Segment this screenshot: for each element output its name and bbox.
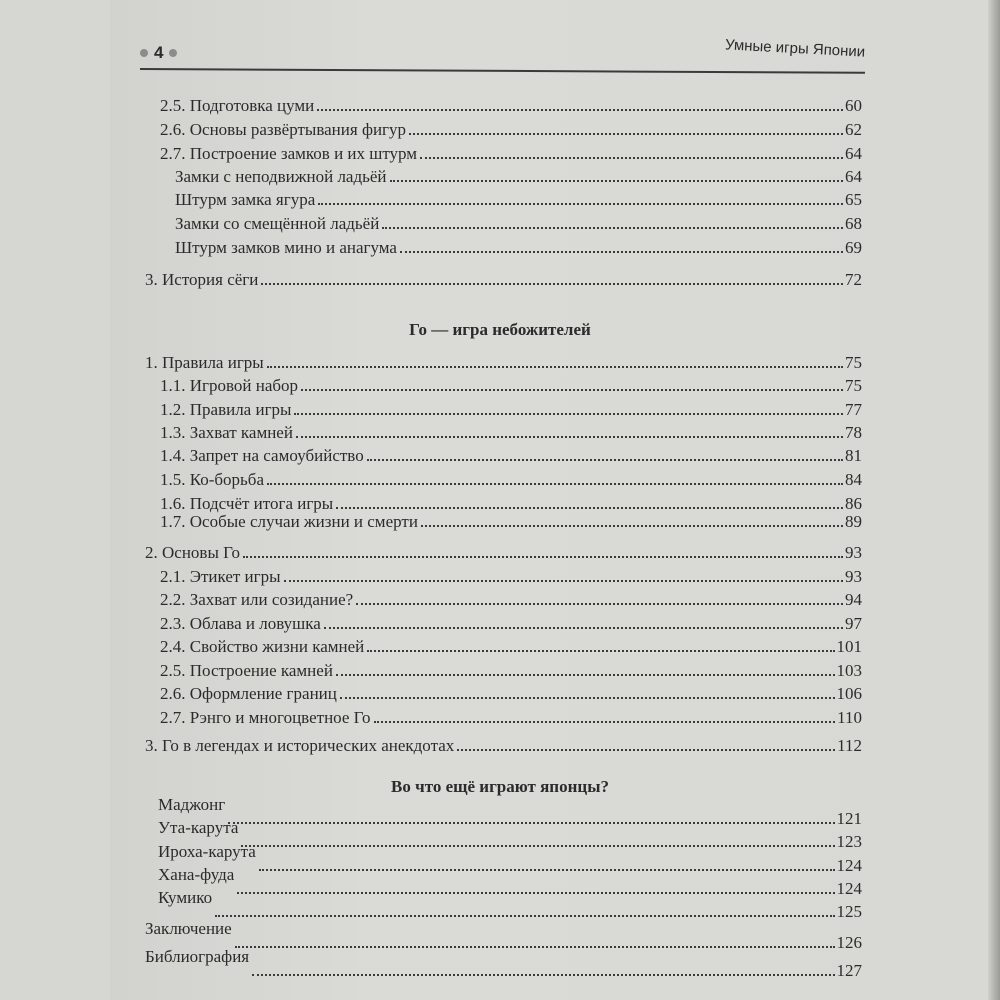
- bullet-icon: [140, 49, 148, 57]
- dot-leader: [374, 721, 836, 723]
- toc-entry: [160, 446, 862, 466]
- toc-entry-title: 2.5. Построение камней: [160, 661, 333, 680]
- toc-entry-title: 2.3. Облава и ловушка: [160, 614, 321, 633]
- toc-entry-page: 101: [836, 637, 862, 656]
- toc-entry: [160, 376, 862, 396]
- dot-leader: [318, 203, 843, 205]
- toc-entry-page: 106: [836, 684, 862, 703]
- toc-entry-page: 72: [845, 270, 862, 289]
- toc-entry-title: 2.6. Оформление границ: [160, 684, 337, 703]
- toc-entry: [145, 947, 862, 980]
- toc-entry-title: 1.2. Правила игры: [160, 400, 292, 419]
- dot-leader: [243, 556, 843, 558]
- dot-leader: [356, 603, 843, 605]
- toc-entry-title: Хана-фуда: [158, 865, 235, 884]
- toc-entry-page: 64: [845, 144, 862, 163]
- toc-entry-page: 103: [836, 661, 862, 680]
- toc-entry: [160, 614, 862, 634]
- dot-leader: [294, 413, 843, 415]
- toc-entry-page: 93: [845, 543, 862, 562]
- toc-entry-page: 93: [845, 567, 862, 586]
- dot-leader: [382, 227, 843, 229]
- toc-entry-title: Библиография: [145, 947, 250, 966]
- dot-leader: [317, 109, 843, 111]
- toc-entry-title: 1.5. Ко-борьба: [160, 470, 265, 489]
- toc-entry-title: Штурм замков мино и анагума: [175, 238, 397, 257]
- dot-leader: [420, 157, 843, 159]
- toc-entry-page: 125: [836, 902, 862, 921]
- toc-entry: [160, 590, 862, 610]
- dot-leader: [409, 133, 843, 135]
- dot-leader: [284, 580, 843, 582]
- toc-entry-title: Ута-карута: [158, 818, 239, 837]
- toc-entry-page: 123: [836, 832, 862, 851]
- toc-entry-title: 3. История сёги: [145, 270, 259, 289]
- toc-entry-title: Кумико: [158, 888, 213, 907]
- toc-entry-page: 64: [845, 167, 862, 186]
- toc-entry-title: Штурм замка ягура: [175, 190, 316, 209]
- dot-leader: [296, 436, 843, 438]
- dot-leader: [336, 507, 843, 509]
- toc-entry: [158, 818, 862, 851]
- toc-entry: [160, 470, 862, 490]
- toc-entry-title: 2.1. Этикет игры: [160, 567, 281, 586]
- toc-entry: [175, 214, 862, 234]
- dot-leader: [400, 251, 843, 253]
- toc-entry: [160, 494, 862, 514]
- dot-leader: [367, 650, 834, 652]
- toc-entry-page: 97: [845, 614, 862, 633]
- toc-entry: [145, 919, 862, 952]
- toc-entry: [175, 238, 862, 258]
- toc-entry-page: 81: [845, 446, 862, 465]
- toc-entry: [175, 190, 862, 210]
- dot-leader: [215, 915, 834, 917]
- toc-entry: [160, 708, 862, 728]
- toc-entry-page: 89: [845, 512, 862, 531]
- toc-entry-page: 77: [845, 400, 862, 419]
- dot-leader: [390, 180, 843, 182]
- toc-entry-title: 1.7. Особые случаи жизни и смерти: [160, 512, 418, 531]
- dot-leader: [324, 627, 843, 629]
- page-number: [140, 43, 177, 63]
- toc-entry-title: 2.7. Построение замков и их штурм: [160, 144, 418, 163]
- toc-entry: [160, 512, 862, 532]
- toc-entry-page: 69: [845, 238, 862, 257]
- toc-entry: [160, 423, 862, 443]
- book-spine-shadow: [988, 0, 1000, 1000]
- toc-entry-page: 127: [836, 961, 862, 980]
- toc-entry-title: 1.6. Подсчёт итога игры: [160, 494, 334, 513]
- toc-entry-title: 2. Основы Го: [145, 543, 240, 562]
- toc-entry-page: 112: [837, 736, 862, 755]
- dot-leader: [457, 749, 835, 751]
- toc-entry: [160, 567, 862, 587]
- page-number-text: 4: [154, 43, 164, 62]
- toc-entry-page: 86: [845, 494, 862, 513]
- toc-entry: [160, 684, 862, 704]
- toc-entry-title: Ироха-карута: [158, 842, 256, 861]
- dot-leader: [252, 974, 834, 976]
- toc-entry-page: 84: [845, 470, 862, 489]
- section-heading-go: Го — игра небожителей: [409, 320, 591, 339]
- toc-entry-page: 65: [845, 190, 862, 209]
- section-heading-other-games: Во что ещё играют японцы?: [391, 777, 609, 796]
- toc-entry-page: 126: [836, 933, 862, 952]
- toc-entry: [145, 353, 862, 373]
- toc-entry: [160, 637, 862, 657]
- toc-entry-title: 1.4. Запрет на самоубийство: [160, 446, 364, 465]
- dot-leader: [261, 283, 843, 285]
- dot-leader: [421, 525, 843, 527]
- dot-leader: [301, 389, 843, 391]
- toc-entry-title: Маджонг: [158, 795, 226, 814]
- toc-entry-page: 124: [836, 856, 862, 875]
- toc-entry: [145, 736, 862, 756]
- toc-entry-title: 2.6. Основы развёртывания фигур: [160, 120, 407, 139]
- toc-entry-page: 94: [845, 590, 862, 609]
- toc-entry: [160, 120, 862, 140]
- toc-entry: [158, 888, 862, 921]
- toc-entry: [145, 270, 862, 290]
- bullet-icon: [169, 49, 177, 57]
- toc-entry-title: 3. Го в легендах и исторических анекдотах: [145, 736, 455, 755]
- toc-entry: [175, 167, 862, 187]
- toc-entry-title: 2.4. Свойство жизни камней: [160, 637, 365, 656]
- toc-entry-title: Заключение: [145, 919, 232, 938]
- toc-entry-title: 1.1. Игровой набор: [160, 376, 299, 395]
- dot-leader: [367, 459, 843, 461]
- toc-entry-page: 110: [837, 708, 862, 727]
- running-header-title: Умные игры Японии: [724, 36, 866, 61]
- toc-entry: [160, 144, 862, 164]
- dot-leader: [267, 483, 843, 485]
- toc-entry-page: 75: [845, 376, 862, 395]
- toc-entry-title: 1. Правила игры: [145, 353, 264, 372]
- toc-entry-page: 78: [845, 423, 862, 442]
- toc-entry: [145, 543, 862, 563]
- toc-entry: [160, 96, 862, 116]
- toc-entry-title: 1.3. Захват камней: [160, 423, 293, 442]
- toc-entry-page: 124: [836, 879, 862, 898]
- dot-leader: [336, 674, 835, 676]
- toc-entry-page: 60: [845, 96, 862, 115]
- toc-entry-title: 2.2. Захват или созидание?: [160, 590, 354, 609]
- toc-entry-title: Замки со смещённой ладьёй: [175, 214, 380, 233]
- toc-entry-title: 2.5. Подготовка цуми: [160, 96, 315, 115]
- toc-entry-title: 2.7. Рэнго и многоцветное Го: [160, 708, 371, 727]
- dot-leader: [340, 697, 835, 699]
- dot-leader: [267, 366, 843, 368]
- toc-entry-page: 62: [845, 120, 862, 139]
- toc-entry-page: 68: [845, 214, 862, 233]
- toc-entry-page: 75: [845, 353, 862, 372]
- toc-entry: [160, 400, 862, 420]
- toc-entry: [160, 661, 862, 681]
- toc-entry-page: 121: [836, 809, 862, 828]
- toc-entry-title: Замки с неподвижной ладьёй: [175, 167, 387, 186]
